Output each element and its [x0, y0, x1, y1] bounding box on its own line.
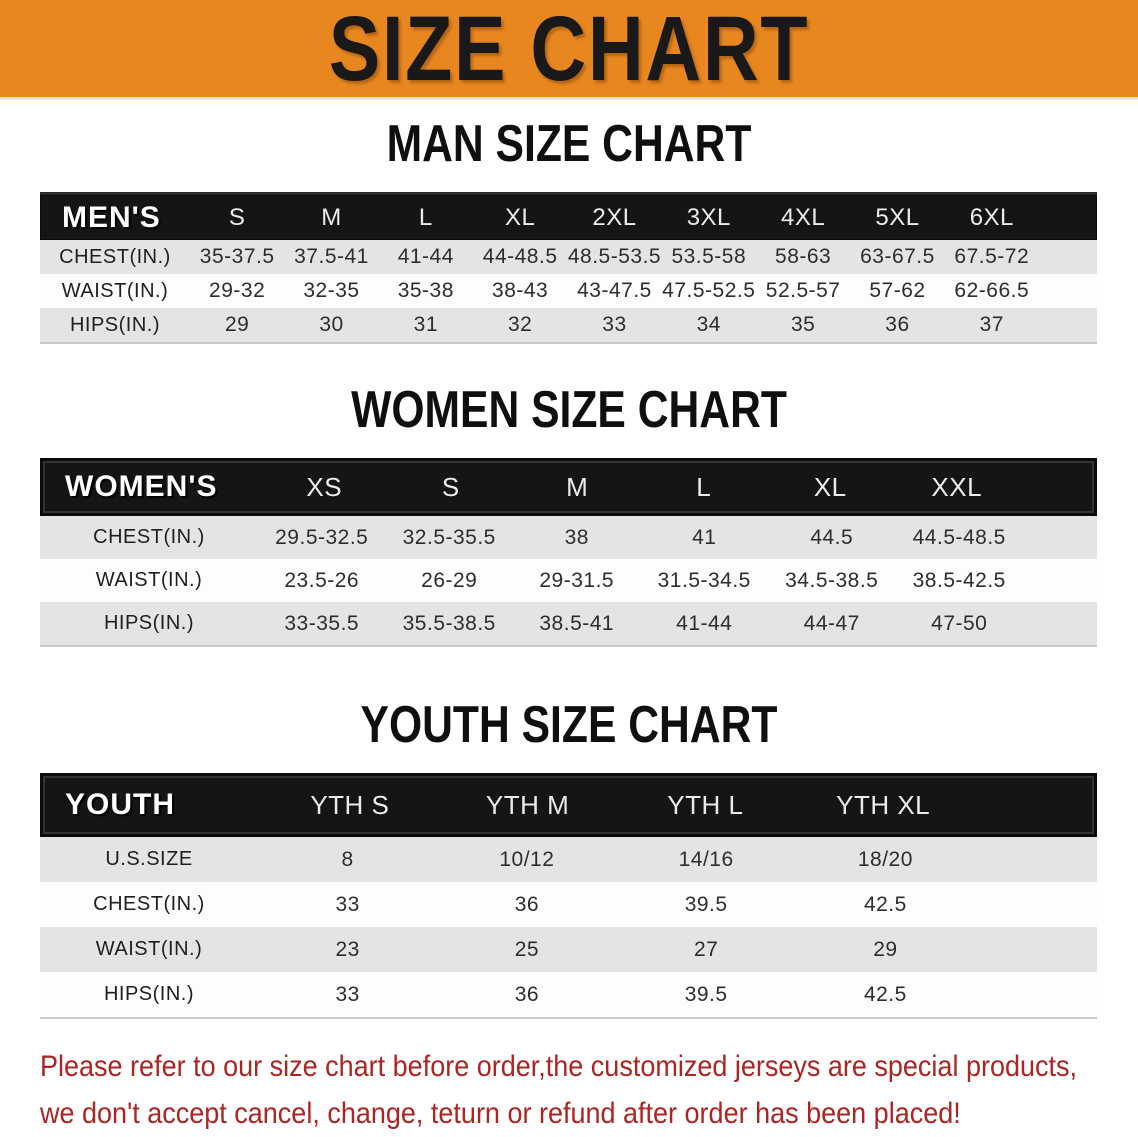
size-value: 31.5-34.5 [657, 568, 751, 592]
size-value: 39.5 [684, 892, 728, 916]
size-value: 32.5-35.5 [402, 525, 496, 549]
size-value: 35.5-38.5 [402, 611, 496, 635]
men-size-table [40, 192, 1097, 344]
disclaimer [40, 1043, 1138, 1137]
size-value: 42.5 [863, 892, 907, 916]
size-column-header: M [321, 203, 342, 231]
men-header-row [40, 192, 1097, 240]
men-size-section [0, 116, 1138, 344]
size-value: 29.5-32.5 [275, 525, 369, 549]
measurement-row [40, 274, 1097, 308]
size-column-header: M [566, 471, 589, 502]
women-size-section [0, 382, 1138, 647]
size-value: 44-48.5 [482, 245, 558, 268]
size-column-header: XS [306, 471, 343, 502]
measurement-row [40, 882, 1097, 927]
row-label: WAIST(IN.) [61, 279, 169, 302]
size-value: 36 [885, 313, 910, 336]
women-header-row [40, 458, 1097, 516]
size-value: 35 [790, 313, 816, 336]
row-label: WAIST(IN.) [95, 569, 203, 591]
size-value: 23.5-26 [284, 568, 360, 592]
size-column-header: 4XL [781, 203, 826, 231]
men-header-label: MEN'S [62, 200, 161, 234]
size-value: 14/16 [678, 847, 734, 871]
size-value: 57-62 [869, 279, 926, 302]
size-value: 52.5-57 [765, 279, 841, 302]
size-value: 63-67.5 [860, 245, 935, 268]
size-value: 38-43 [492, 279, 549, 302]
size-value: 27 [693, 937, 719, 961]
youth-size-table [40, 773, 1097, 1019]
measurement-row [40, 972, 1097, 1017]
size-value: 32-35 [303, 279, 360, 302]
size-column-header: 5XL [875, 203, 920, 231]
measurement-row [40, 516, 1097, 559]
size-column-header: L [696, 471, 712, 502]
size-value: 43-47.5 [577, 279, 652, 302]
measurement-row [40, 559, 1097, 602]
size-column-header: YTH M [485, 789, 570, 820]
size-value: 34.5-38.5 [785, 568, 879, 592]
women-heading: WOMEN SIZE CHART [351, 381, 787, 439]
measurement-row [40, 602, 1097, 645]
row-label: CHEST(IN.) [93, 526, 205, 548]
size-value: 29 [873, 937, 898, 961]
banner-title: SIZE CHART [328, 0, 810, 100]
sections [0, 116, 1138, 1019]
youth-header-label: YOUTH [65, 788, 175, 821]
size-value: 23 [335, 937, 360, 961]
size-value: 47.5-52.5 [662, 279, 756, 302]
size-value: 29 [224, 313, 250, 336]
size-value: 18/20 [857, 847, 913, 871]
youth-size-section [0, 697, 1138, 1019]
size-value: 33 [602, 313, 627, 336]
men-heading: MAN SIZE CHART [386, 115, 752, 173]
size-value: 32 [507, 313, 533, 336]
youth-header-row [40, 773, 1097, 837]
row-label: CHEST(IN.) [59, 245, 171, 268]
size-value: 44.5-48.5 [912, 525, 1006, 549]
size-column-header: YTH XL [836, 789, 931, 820]
size-value: 35-38 [397, 279, 454, 302]
disclaimer-line-2: we don't accept cancel, change, teturn or refund after order has been placed! [40, 1097, 961, 1130]
size-value: 34 [696, 313, 721, 336]
size-column-header: 2XL [592, 203, 637, 231]
size-column-header: L [418, 203, 433, 231]
size-value: 41-44 [397, 245, 454, 268]
disclaimer-line-1: Please refer to our size chart before order,the customized jerseys are special products, [40, 1050, 1078, 1083]
size-column-header: 6XL [969, 203, 1014, 231]
size-column-header: YTH L [667, 789, 744, 820]
row-label: WAIST(IN.) [95, 938, 203, 960]
size-value: 58-63 [775, 245, 832, 268]
women-header-label: WOMEN'S [65, 470, 218, 503]
size-value: 44-47 [803, 611, 860, 635]
size-value: 62-66.5 [954, 279, 1030, 302]
size-column-header: XL [813, 471, 847, 502]
measurement-row [40, 927, 1097, 972]
size-column-header: S [228, 203, 246, 231]
size-value: 38 [564, 525, 589, 549]
row-label: CHEST(IN.) [93, 893, 205, 915]
size-value: 33 [335, 892, 360, 916]
size-value: 30 [319, 313, 344, 336]
size-value: 38.5-41 [539, 611, 615, 635]
size-value: 47-50 [931, 611, 988, 635]
size-value: 36 [514, 982, 540, 1006]
size-column-header: XXL [931, 471, 983, 502]
size-column-header: XL [504, 203, 536, 231]
size-value: 8 [341, 847, 354, 871]
size-value: 53.5-58 [671, 245, 747, 268]
size-value: 29-32 [209, 279, 266, 302]
size-column-header: S [441, 471, 460, 502]
size-value: 31 [413, 313, 438, 336]
women-size-table [40, 458, 1097, 647]
size-value: 29-31.5 [539, 568, 615, 592]
measurement-row [40, 308, 1097, 342]
size-value: 42.5 [863, 982, 907, 1006]
size-value: 33 [335, 982, 360, 1006]
size-column-header: YTH S [310, 789, 390, 820]
size-value: 44.5 [810, 525, 854, 549]
size-value: 41-44 [676, 611, 733, 635]
size-value: 48.5-53.5 [567, 245, 662, 268]
youth-heading: YOUTH SIZE CHART [360, 696, 778, 754]
row-label: HIPS(IN.) [69, 313, 161, 336]
row-label: HIPS(IN.) [103, 612, 195, 634]
size-value: 67.5-72 [954, 245, 1030, 268]
row-label: HIPS(IN.) [103, 983, 195, 1005]
size-chart-banner [0, 0, 1138, 100]
size-value: 38.5-42.5 [912, 568, 1006, 592]
size-value: 37.5-41 [294, 245, 369, 268]
size-value: 26-29 [421, 568, 478, 592]
measurement-row [40, 837, 1097, 882]
size-column-header: 3XL [686, 203, 731, 231]
size-value: 35-37.5 [199, 245, 275, 268]
size-value: 10/12 [499, 847, 555, 871]
size-value: 33-35.5 [284, 611, 360, 635]
measurement-row [40, 240, 1097, 274]
size-value: 37 [979, 313, 1004, 336]
row-label: U.S.SIZE [105, 848, 193, 870]
size-value: 41 [692, 525, 717, 549]
size-value: 39.5 [684, 982, 728, 1006]
size-value: 36 [514, 892, 540, 916]
size-value: 25 [514, 937, 540, 961]
